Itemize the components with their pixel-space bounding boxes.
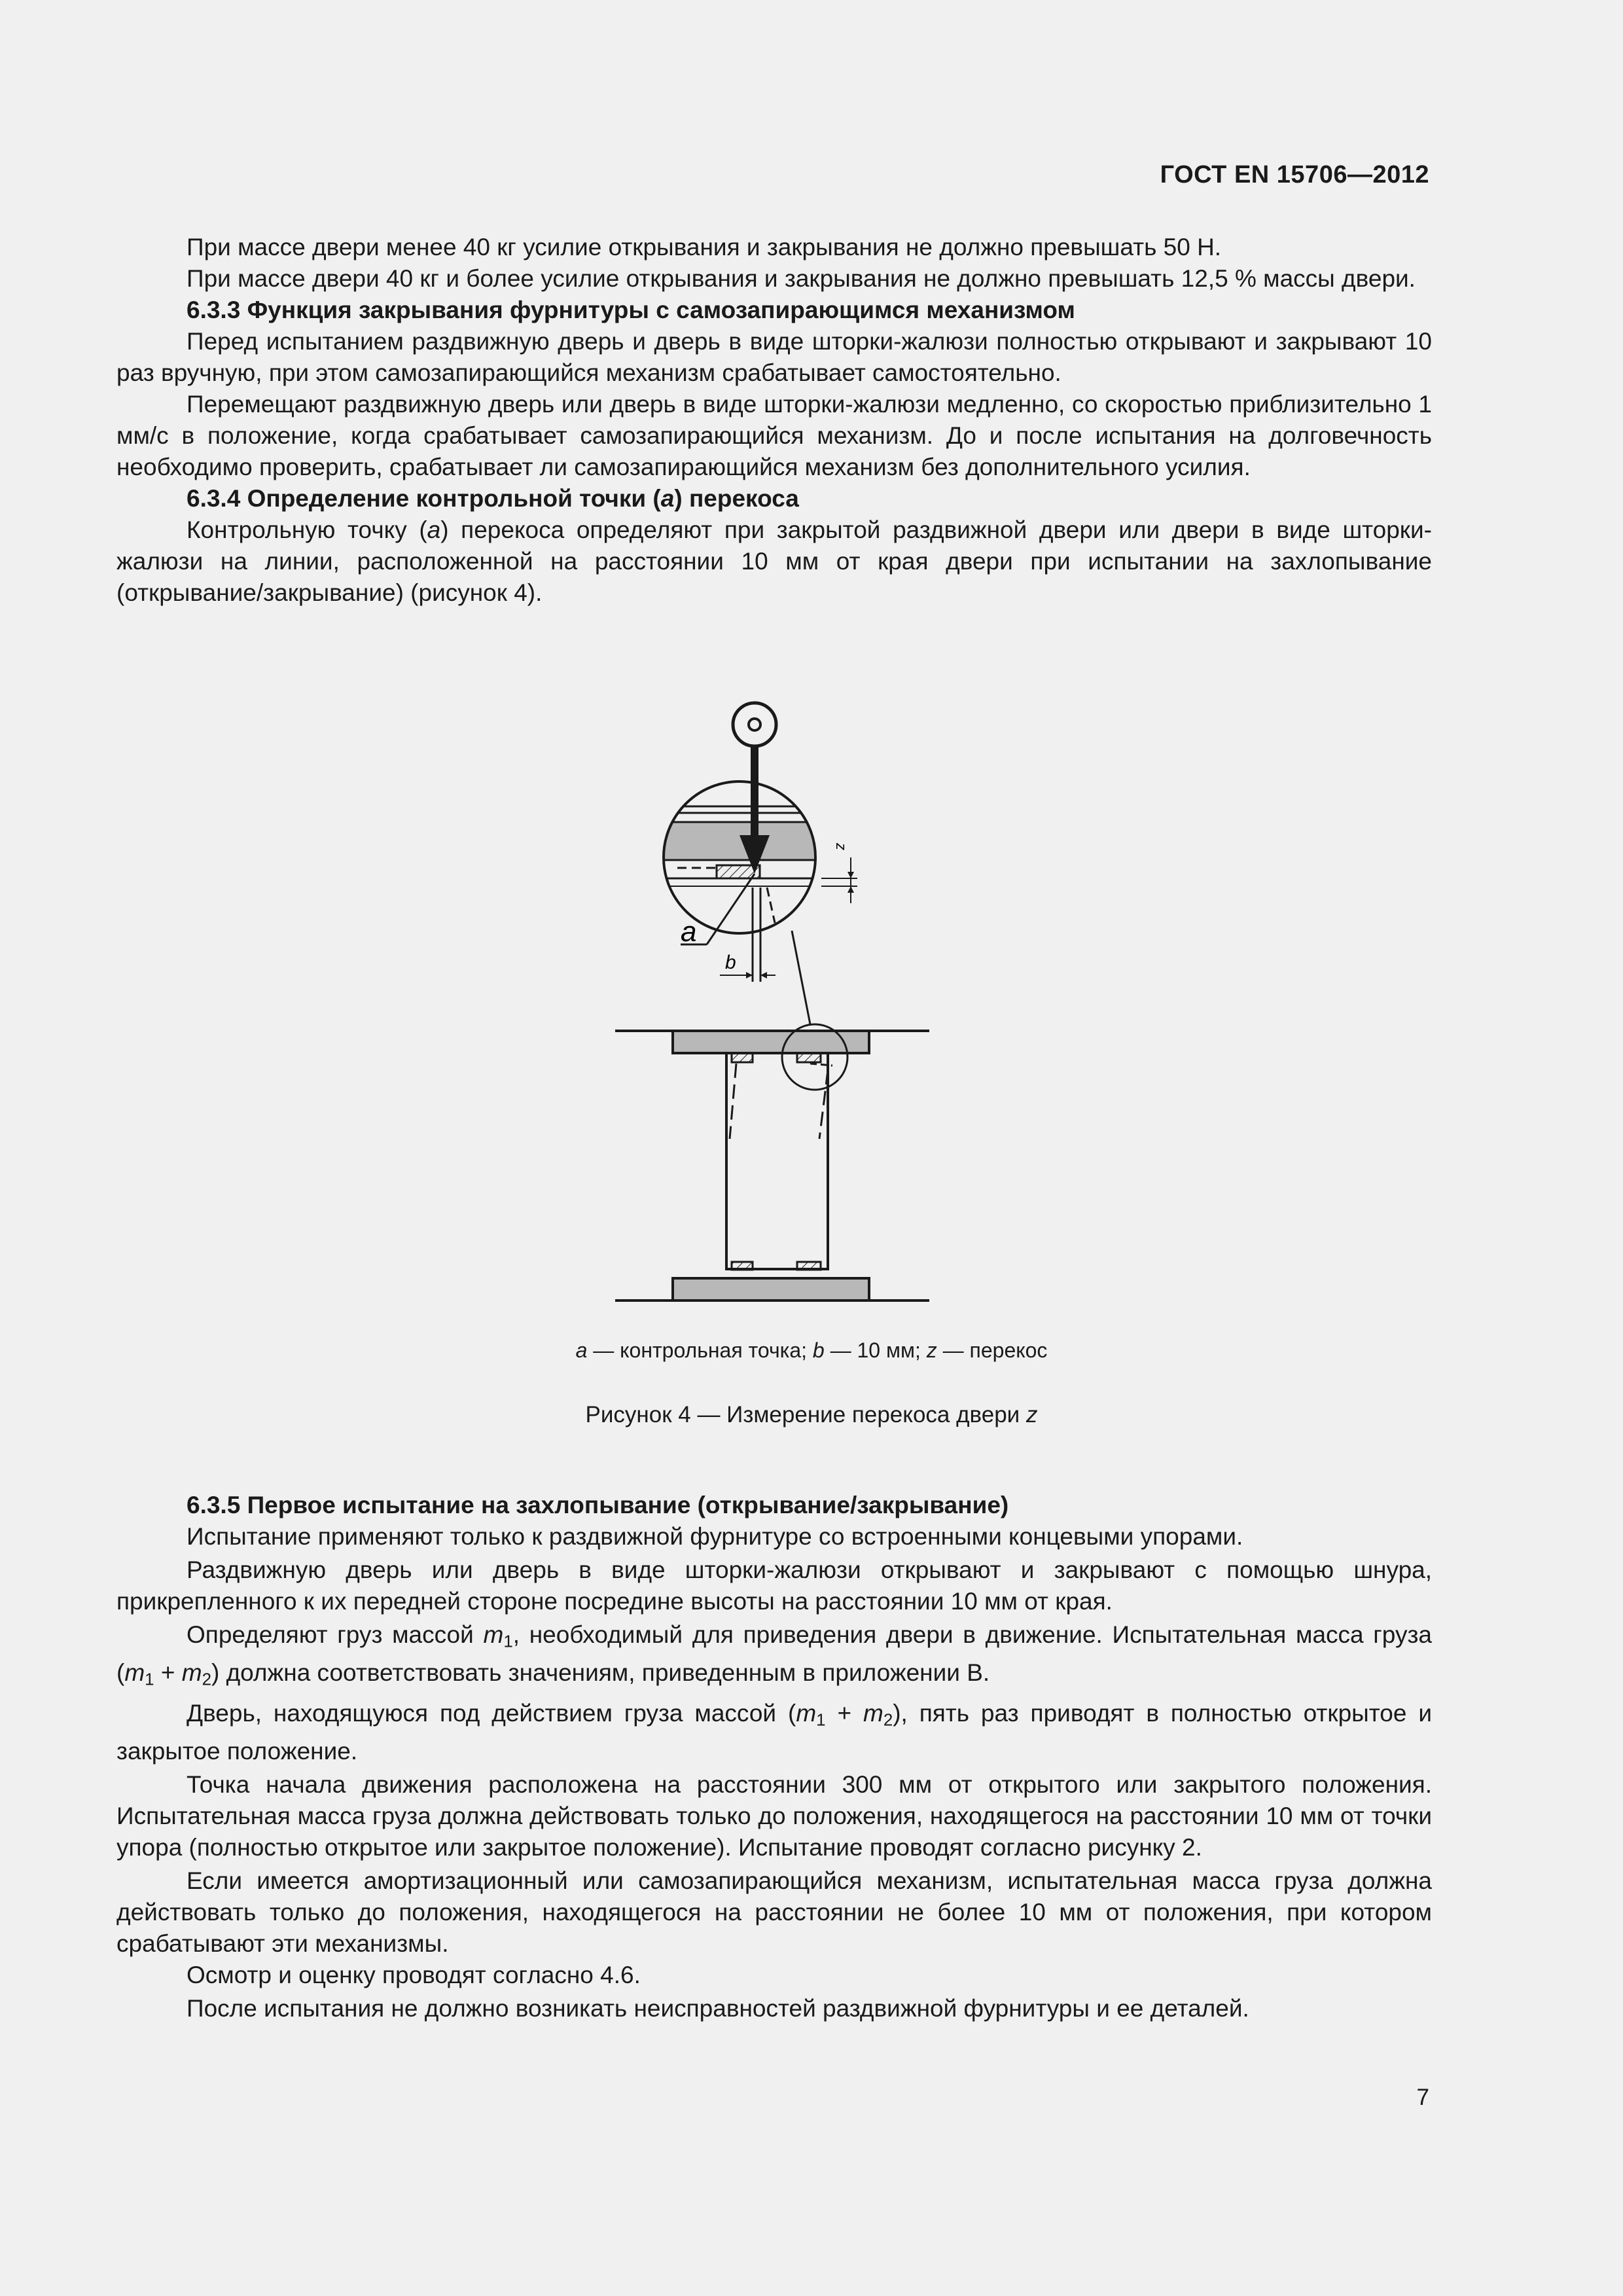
- section-heading-6-3-4: 6.3.4 Определение контрольной точки (a) перекоса: [187, 485, 799, 512]
- paragraph: Контрольную точку (a) перекоса определяют при закрытой раздвижной двери или двери в виде шторки-жалюзи на линии, расположенной на расстоянии 10 мм от края двери при испытании на захлопывание (открывание/закрывание) (рисунок 4).: [116, 516, 1432, 606]
- label-z: z: [833, 843, 849, 850]
- figure-caption: Рисунок 4 — Измерение перекоса двери z: [585, 1402, 1038, 1427]
- page-number: 7: [1416, 2085, 1429, 2110]
- section-heading-6-3-3: 6.3.3 Функция закрывания фурнитуры с самозапирающимся механизмом: [187, 296, 1075, 323]
- paragraph: При массе двери менее 40 кг усилие открывания и закрывания не должно превышать 50 Н.: [187, 234, 1222, 260]
- paragraph: Раздвижную дверь или дверь в виде шторки-жалюзи открывают и закрывают с помощью шнура, прикрепленного к их передней стороне посредине высоты на расстоянии 10 мм от края.: [116, 1556, 1432, 1615]
- paragraph: При массе двери 40 кг и более усилие открывания и закрывания не должно превышать 12,5 % массы двери.: [187, 265, 1416, 292]
- door-panel: [726, 1053, 828, 1269]
- label-a: a: [681, 916, 697, 948]
- paragraph: Точка начала движения расположена на расстоянии 300 мм от открытого или закрытого положения. Испытательная масса груза должна действовать только до положения, находящегося на расстоянии 10 мм от точки упора (полностью открытое или закрытое положение). Испытание проводят согласно рисунку 2.: [116, 1771, 1432, 1861]
- section-heading-6-3-5: 6.3.5 Первое испытание на захлопывание (открывание/закрывание): [187, 1492, 1009, 1518]
- figure-door-skew-diagram: [589, 694, 982, 1316]
- paragraph: Испытание применяют только к раздвижной фурнитуре со встроенными концевыми упорами.: [187, 1523, 1243, 1550]
- paragraph: После испытания не должно возникать неисправностей раздвижной фурнитуры и ее деталей.: [187, 1995, 1249, 2022]
- paragraph: Дверь, находящуюся под действием груза массой $(m_1 + m_2)$, пять раз приводят в полностью открытое и закрытое положение.: [116, 1699, 1432, 1765]
- paragraph: Перемещают раздвижную дверь или дверь в виде шторки-жалюзи медленно, со скоростью приблизительно 1 мм/с в положение, когда срабатывает самозапирающийся механизм. До и после испытания на долговечность необходимо проверить, срабатывает ли самозапирающийся механизм без дополнительного усилия.: [116, 391, 1432, 480]
- section-text-bottom: [116, 1490, 1432, 2024]
- document-code-header: ГОСТ EN 15706—2012: [1160, 161, 1429, 188]
- figure-legend: a — контрольная точка; b — 10 мм; z — перекос: [575, 1338, 1048, 1362]
- paragraph: Осмотр и оценку проводят согласно 4.6.: [187, 1962, 641, 1989]
- label-b: b: [725, 952, 736, 973]
- paragraph: Если имеется амортизационный или самозапирающийся механизм, испытательная масса груза должна действовать только до положения, находящегося на расстоянии не более 10 мм от положения, при котором срабатывают эти механизмы.: [116, 1867, 1432, 1958]
- paragraph: Перед испытанием раздвижную дверь и дверь в виде шторки-жалюзи полностью открывают и закрывают 10 раз вручную, при этом самозапирающийся механизм срабатывает самостоятельно.: [116, 328, 1432, 386]
- paragraph: Определяют груз массой $m_1$, необходимый для приведения двери в движение. Испытательная масса груза $(m_1 + m_2)$ должна соответствовать значениям, приведенным в приложении В.: [116, 1621, 1432, 1689]
- section-text-top: [116, 232, 1432, 609]
